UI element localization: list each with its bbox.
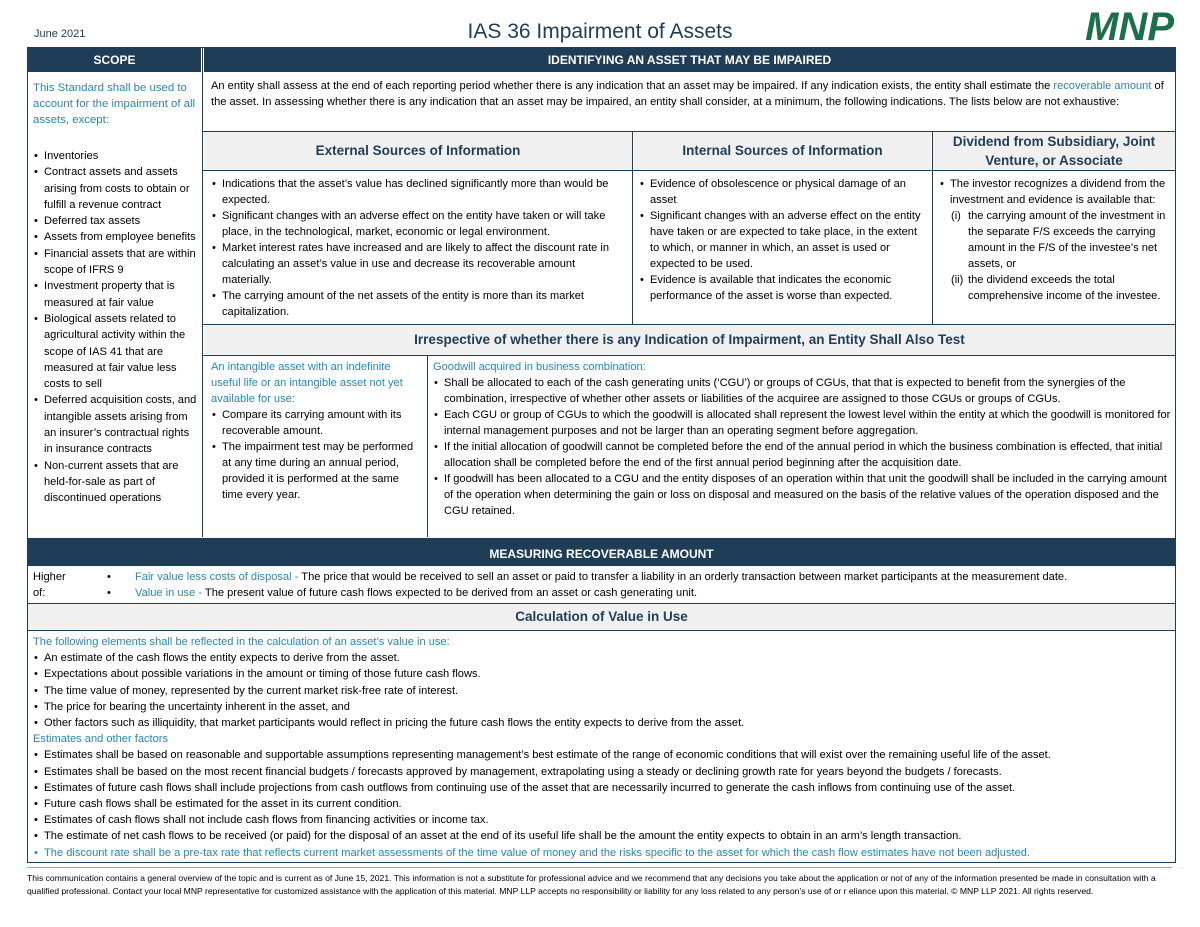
list-item: • Market interest rates have increased and are likely to affect the discount rate in calculating an asset’s value in use and decrease its recoverable amount materially.	[211, 240, 627, 288]
list-item: • The carrying amount of the net assets of the entity is more than its market capitalization.	[211, 288, 627, 320]
list-item: • An estimate of the cash flows the entity expects to derive from the asset.	[33, 650, 1171, 666]
list-item: • Estimates of future cash flows shall include projections from cash outflows from continuing use of the asset that are necessarily incurred to generate the cash inflows from continuing use of the asset.	[33, 780, 1171, 796]
list-item: • Compare its carrying amount with its recoverable amount.	[211, 407, 422, 439]
irrespective-heading: Irrespective of whether there is any Indication of Impairment, an Entity Shall Also Test	[204, 325, 1175, 355]
list-item: • Estimates shall be based on reasonable and supportable assumptions representing management’s best estimate of the range of economic conditions that will exist over the remaining useful life of the asset.	[33, 747, 1171, 763]
list-item: • Biological assets related to agricultural activity within the scope of IAS 41 that are measured at fair value less costs to sell	[33, 311, 198, 392]
list-item: • Expectations about possible variations in the amount or timing of those future cash flows.	[33, 666, 1171, 682]
footer-divider	[27, 867, 1172, 868]
measuring-list	[107, 569, 1173, 601]
estimates-heading: Estimates and other factors	[33, 733, 169, 746]
list-item: • The impairment test may be performed at any time during an annual period, provided it is performed at the same time every year.	[211, 439, 422, 503]
list-item: • Each CGU or group of CGUs to which the goodwill is allocated shall represent the lowest level within the entity at which the goodwill is monitored for internal management purposes and not be larger than an operating segment before aggregation.	[433, 407, 1171, 439]
list-item: • Future cash flows shall be estimated for the asset in its current condition.	[33, 796, 1171, 812]
document-date: June 2021	[34, 28, 86, 40]
list-item: • Deferred tax assets	[33, 213, 198, 229]
identifying-heading: IDENTIFYING AN ASSET THAT MAY BE IMPAIRED	[204, 48, 1175, 72]
list-item: • Other factors such as illiquidity, that market participants would reflect in pricing the future cash flows the entity expects to derive from the asset.	[33, 715, 1171, 731]
list-item: • The time value of money, represented by the current market risk-free rate of interest.	[33, 683, 1171, 699]
calculation-content: The following elements shall be reflected in the calculation of an asset’s value in use: • An estimate of the cash flows the entity expects to derive from the asset. • Expectations about possible variations in the amount or timing of those future cash flows. • The time value of money, represented by the current market risk-free rate of interest. • The price for bearing the uncertainty inherent in the asset, and • Other factors such as illiquidity, that market participants would reflect in pricing the future cash flows the entity expects to derive from the asset. Estimates and other factors • Estimates shall be based on reasonable and supportable assumptions representing management’s best estimate of the range of economic conditions that will exist over the remaining useful life of the asset. • Estimates shall be based on the most recent financial budgets / forecasts approved by management, extrapolating using a steady or declining growth rate for years beyond the budgets / forecasts. • Estimates of future cash flows shall include projections from cash outflows from continuing use of the asset that are necessarily incurred to generate the cash inflows from continuing use of the asset. • Future cash flows shall be estimated for the asset in its current condition. • Estimates of cash flows shall not include cash flows from financing activities or income tax. • The estimate of net cash flows to be received (or paid) for the disposal of an asset at the end of its useful life shall be the amount the entity expects to obtain in an arm’s length transaction. • The discount rate shall be a pre-tax rate that reflects current market assessments of the time value of money and the risks specific to the asset for which the cash flow estimates have not been adjusted.	[33, 634, 1171, 861]
list-item: • Deferred acquisition costs, and intangible assets arising from an insurer’s contractual rights in insurance contracts	[33, 392, 198, 457]
list-item: • Evidence of obsolescence or physical damage of an asset	[639, 176, 924, 208]
dividend-content	[939, 176, 1172, 304]
list-item: • Estimates of cash flows shall not include cash flows from financing activities or income tax.	[33, 812, 1171, 828]
list-item: • Inventories	[33, 148, 198, 164]
list-item: • Value in use - The present value of future cash flows expected to be derived from an asset or cash generating unit.	[107, 587, 698, 599]
list-item: • Financial assets that are within scope of IFRS 9	[33, 246, 198, 279]
identifying-intro: An entity shall assess at the end of each reporting period whether there is any indication that an asset may be impaired. If any indication exists, the entity shall estimate the recoverable amount of the asset. In assessing whether there is any indication that an asset may be impaired, an entity shall consider, at a minimum, the following indications. The lists below are not exhaustive:	[211, 80, 1164, 108]
external-sources-list	[211, 176, 627, 320]
list-item: (ii) the dividend exceeds the total comprehensive income of the investee.	[951, 274, 1161, 302]
list-item: • Significant changes with an adverse effect on the entity have taken or are expected to take place, in the extent to which, or manner in which, an asset is used or expected to be used.	[639, 208, 924, 272]
list-item: • The discount rate shall be a pre-tax rate that reflects current market assessments of the time value of money and the risks specific to the asset for which the cash flow estimates have not been adjusted.	[33, 845, 1171, 861]
list-item: • Assets from employee benefits	[33, 229, 198, 245]
list-item: • Investment property that is measured at fair value	[33, 278, 198, 311]
footer-disclaimer: This communication contains a general overview of the topic and is current as of June 15, 2021. This information is not a substitute for professional advice and we recommend that any decisions you take about the application or not of any of the information presented be made in consultation with a qualified professional. Contact your local MNP representative for customized assistance with the application of this material. MNP LLP accepts no responsibility or liability for any loss related to any person’s use of or r eliance upon this material. © MNP LLP 2021. All rights reserved.	[27, 873, 1156, 896]
list-item: • Evidence is available that indicates the economic performance of the asset is worse than expected.	[639, 272, 924, 304]
external-sources-heading: External Sources of Information	[204, 132, 632, 170]
measuring-heading: MEASURING RECOVERABLE AMOUNT	[28, 538, 1175, 566]
list-item: • The investor recognizes a dividend from the investment and evidence is available that:	[939, 176, 1172, 208]
list-item: • Fair value less costs of disposal - The price that would be received to sell an asset or paid to transfer a liability in an orderly transaction between market participants at the measurement date.	[107, 571, 1068, 583]
list-item: • Shall be allocated to each of the cash generating units (‘CGU’) or groups of CGUs, that that is expected to benefit from the synergies of the combination, irrespective of whether other assets or liabilities of the acquiree are assigned to those CGUs or groups of CGUs.	[433, 375, 1171, 407]
list-item: • The estimate of net cash flows to be received (or paid) for the disposal of an asset at the end of its useful life shall be the amount the entity expects to obtain in an arm’s length transaction.	[33, 828, 1171, 844]
list-item: • Estimates shall be based on the most recent financial budgets / forecasts approved by management, extrapolating using a steady or declining growth rate for years beyond the budgets / forecasts.	[33, 764, 1171, 780]
intangible-test-block: An intangible asset with an indefinite useful life or an intangible asset not yet available for use: • Compare its carrying amount with its recoverable amount. • The impairment test may be performed at any time during an annual period, provided it is performed at the same time every year.	[211, 359, 422, 503]
list-item: • If the initial allocation of goodwill cannot be completed before the end of the annual period in which the business combination is effected, that initial allocation shall be completed before the end of the first annual period beginning after the acquisition date.	[433, 439, 1171, 471]
scope-intro: This Standard shall be used to account for the impairment of all assets, except:	[33, 82, 196, 126]
higher-of-label: Higher of:	[33, 571, 66, 599]
internal-sources-heading: Internal Sources of Information	[634, 132, 931, 170]
scope-heading: SCOPE	[28, 48, 201, 72]
list-item: • If goodwill has been allocated to a CGU and the entity disposes of an operation within that unit the goodwill shall be included in the carrying amount of the operation when determining the gain or loss on disposal and measured on the basis of the relative values of the operation disposed and the CGU retained.	[433, 471, 1171, 519]
dividend-heading: Dividend from Subsidiary, Joint Venture, or Associate	[933, 132, 1175, 170]
list-item: • Non-current assets that are held-for-sale as part of discontinued operations	[33, 458, 198, 507]
scope-exception-list	[33, 148, 198, 507]
calculation-heading: Calculation of Value in Use	[28, 604, 1175, 630]
goodwill-test-block: Goodwill acquired in business combination: • Shall be allocated to each of the cash generating units (‘CGU’) or groups of CGUs, that that is expected to benefit from the synergies of the combination, irrespective of whether other assets or liabilities of the acquiree are assigned to those CGUs or groups of CGUs. • Each CGU or group of CGUs to which the goodwill is allocated shall represent the lowest level within the entity at which the goodwill is monitored for internal management purposes and not be larger than an operating segment before aggregation. • If the initial allocation of goodwill cannot be completed before the end of the annual period in which the business combination is effected, that initial allocation shall be completed before the end of the first annual period beginning after the acquisition date. • If goodwill has been allocated to a CGU and the entity disposes of an operation within that unit the goodwill shall be included in the carrying amount of the operation when determining the gain or loss on disposal and measured on the basis of the relative values of the operation disposed and the CGU retained.	[433, 359, 1171, 519]
list-item: • Significant changes with an adverse effect on the entity have taken or will take place, in the technological, market, economic or legal environment.	[211, 208, 627, 240]
mnp-logo	[1066, 6, 1176, 46]
list-item: (i) the carrying amount of the investment in the separate F/S exceeds the carrying amount in the F/S of the investee’s net assets, or	[951, 210, 1166, 270]
recoverable-amount-term: recoverable amount	[1053, 80, 1152, 92]
internal-sources-list	[639, 176, 924, 304]
list-item: • The price for bearing the uncertainty inherent in the asset, and	[33, 699, 1171, 715]
logo-text: MNP	[1085, 6, 1174, 46]
page-title: IAS 36 Impairment of Assets	[467, 20, 733, 43]
list-item: • Contract assets and assets arising from costs to obtain or fulfill a revenue contract	[33, 164, 198, 213]
list-item: • Indications that the asset’s value has declined significantly more than would be expected.	[211, 176, 627, 208]
